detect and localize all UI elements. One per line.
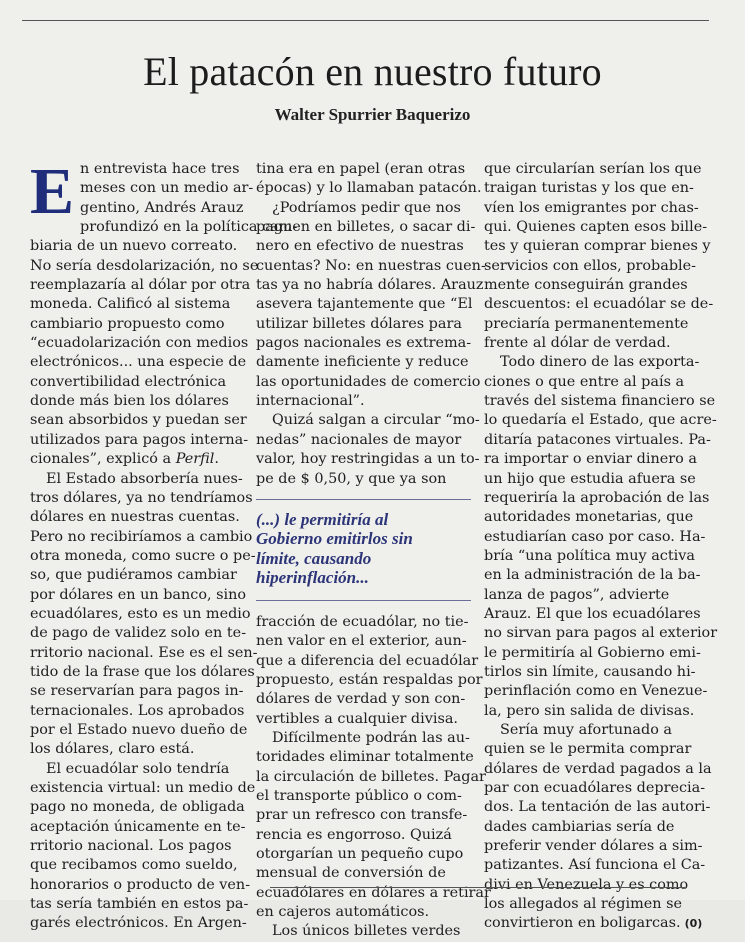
text-line: perinflación como en Venezue- [484,683,708,700]
bottom-rule [270,887,685,888]
text-line: gentino, Andrés Arauz [80,199,244,216]
text-line: preciaría permanentemente [484,315,689,332]
text-line: dades cambiarias sería de [484,818,675,835]
text-line: épocas) y lo llamaban patacón. [256,180,482,197]
text-line: prar un refresco con transfe- [256,807,468,824]
text-line: profundizó en la política cam- [80,219,298,236]
text-line: tas sería también en estos pa- [30,896,249,913]
text-line: Sería muy afortunado a [500,721,673,738]
text-line: so, que pudiéramos cambiar [30,567,237,584]
text-line: quien se le permita comprar [484,741,692,758]
top-rule [22,20,709,21]
column-3 [484,160,718,934]
text-line: pagos nacionales es extrema- [256,335,472,352]
text-line: través del sistema financiero se [484,393,716,410]
text-line: electrónicos... una especie de [30,354,247,371]
text-line: Los únicos billetes verdes [272,923,461,940]
text-line: de pago de validez solo en te- [30,625,247,642]
text-line: nedas” nacionales de mayor [256,431,462,448]
text-line: reemplazaría al dólar por otra [30,277,251,294]
text-line: traigan turistas y los que en- [484,180,694,197]
text-line: Quizá salgan a circular “mo- [272,412,480,429]
text-line: n entrevista hace tres [80,161,240,177]
end-mark: (0) [684,917,703,931]
text-line: pe de $ 0,50, y que ya son [256,470,447,487]
text-line: pago no moneda, de obligada [30,799,245,816]
text-line: servicios con ellos, probable- [484,257,697,274]
text-line: tes y quieran comprar bienes y [484,238,711,255]
text-line: dos. La tentación de las autori- [484,799,711,816]
text-line: ecuadólares en dólares a retirar [256,884,491,901]
text-line: vertibles a cualquier divisa. [256,710,459,727]
text-line: lo quedaría el Estado, que acre- [484,412,717,429]
text-line: Pero no recibiríamos a cambio [30,528,253,545]
text-line: aceptación únicamente en te- [30,818,246,835]
text-line: El ecuadólar solo tendría [46,760,230,777]
text-line: “ecuadolarización con medios [30,335,249,352]
text-line: damente ineficiente y reduce [256,354,469,371]
drop-cap: E [30,155,75,228]
text-line: ¿Podríamos pedir que nos [272,199,461,216]
text-line: Arauz. El que los ecuadólares [484,605,701,622]
text-line: se reservarían para pagos in- [30,683,244,700]
text-line: propuesto, están respaldas por [256,671,483,688]
text-line: tas ya no habría dólares. Arauz [256,277,484,294]
text-line: un hijo que estudia afuera se [484,470,696,487]
text-line: nen valor en el exterior, aun- [256,633,467,650]
text-line: honorarios o producto de ven- [30,876,251,893]
pull-quote-line: (...) le permitiría al [256,509,389,529]
text-line: el transporte público o com- [256,787,462,804]
text-line: que circularían serían los que [484,161,702,177]
text-line: mente conseguirán grandes [484,277,688,294]
text-line: fracción de ecuadólar, no tie- [256,613,469,630]
text-line: tina era en papel (eran otras [256,161,466,177]
text-line: los dólares, claro está. [30,741,195,758]
text-line: cambiario propuesto como [30,315,225,332]
text-line: convirtieron en boligarcas. (0) [484,915,703,932]
pull-quote-line: límite, causando [256,548,372,568]
pull-quote-line: hiperinflación... [256,568,369,588]
text-line: par con ecuadólares deprecia- [484,780,706,796]
text-line: donde más bien los dólares [30,393,229,410]
text-line: El Estado absorbería nues- [46,470,243,487]
text-line: valor, hoy restringidas a un to- [256,451,480,468]
text-line: no sirvan para pagos al exterior [484,625,718,642]
text-line: garés electrónicos. En Argen- [30,915,247,932]
text-line: estudiarían caso por caso. Ha- [484,528,706,545]
text-line: víen los emigrantes por chas- [484,199,699,216]
text-line: existencia virtual: un medio de [30,780,256,796]
text-line: toridades eliminar totalmente [256,749,474,766]
text-line: rritorio nacional. Los pagos [30,838,232,855]
text-line: internacional”. [256,393,365,410]
text-line: bría “una política muy activa [484,547,695,564]
text-line: tido de la frase que los dólares [30,663,255,680]
text-line: dólares en nuestras cuentas. [30,509,240,526]
text-line: que recibamos como sueldo, [30,857,238,874]
text-line: biaria de un nuevo correato. [30,238,238,255]
text-line: Difícilmente podrán las au- [272,729,470,746]
text-line: qui. Quienes capten esos bille- [484,219,708,236]
text-line: utilizados para pagos interna- [30,431,249,448]
text-line: dólares de verdad y son con- [256,691,466,708]
text-line: paguen en billetes, o sacar di- [256,219,476,236]
article-byline: Walter Spurrier Baquerizo [274,105,471,124]
text-line: que a diferencia del ecuadólar [256,652,479,669]
text-line: por el Estado nuevo dueño de [30,721,248,738]
text-line: nero en efectivo de nuestras [256,238,464,255]
text-line: moneda. Calificó al sistema [30,296,231,313]
text-line: cionales”, explicó a Perfil. [30,451,219,468]
text-line: mensual de conversión de [256,865,446,882]
text-line: la circulación de billetes. Pagar [256,768,486,785]
text-line: No sería desdolarización, no se [30,257,259,274]
text-line: tros dólares, ya no tendríamos [30,489,253,506]
text-line: ecuadólares, esto es un medio [30,605,251,622]
text-line: en cajeros automáticos. [256,904,430,920]
text-line: Todo dinero de las exporta- [500,354,700,371]
article-title: El patacón en nuestro futuro [143,49,602,94]
text-line: dólares de verdad pagados a la [484,760,712,777]
text-line: divi en Venezuela y es como [484,876,689,893]
text-line: meses con un medio ar- [80,180,254,197]
text-line: por dólares en un banco, sino [30,586,247,603]
text-line: en la administración de la ba- [484,567,701,584]
text-line: utilizar billetes dólares para [256,315,462,332]
pull-quote-line: Gobierno emitirlos sin [256,529,413,549]
pull-quote [256,499,471,601]
text-line: ra importar o enviar dinero a [484,451,697,468]
text-line: rritorio nacional. Ese es el sen- [30,644,258,661]
text-line: asevera tajantemente que “El [256,296,473,313]
text-line: los allegados al régimen se [484,896,683,913]
publication-name: Perfil [175,451,215,468]
text-line: tirlos sin límite, causando hi- [484,663,696,680]
text-line: sean absorbidos y puedan ser [30,412,247,429]
text-line: autoridades monetarias, que [484,509,694,526]
text-line: descuentos: el ecuadólar se de- [484,296,714,313]
text-line: cuentas? No: en nuestras cuen- [256,257,486,274]
column-1 [30,155,298,934]
text-line: convertibilidad electrónica [30,373,227,390]
text-line: ditaría patacones virtuales. Pa- [484,431,711,448]
text-line: otra moneda, como sucre o pe- [30,547,256,564]
text-line: le permitiría al Gobierno emi- [484,644,701,661]
text-line: otorgarían un pequeño cupo [256,845,464,862]
text-line: lanza de pagos”, advierte [484,586,670,603]
text-line: rencia es engorroso. Quizá [256,826,452,843]
text-line: preferir vender dólares a sim- [484,838,703,855]
text-line: la, pero sin salida de divisas. [484,702,695,719]
text-line: patizantes. Así funciona el Ca- [484,857,706,874]
text-line: ciones o que entre al país a [484,373,685,390]
text-line: las oportunidades de comercio [256,373,481,390]
text-line: frente al dólar de verdad. [484,335,671,352]
text-line: ternacionales. Los aprobados [30,702,245,719]
text-line: requeriría la aprobación de las [484,489,710,506]
column-2 [256,160,491,942]
